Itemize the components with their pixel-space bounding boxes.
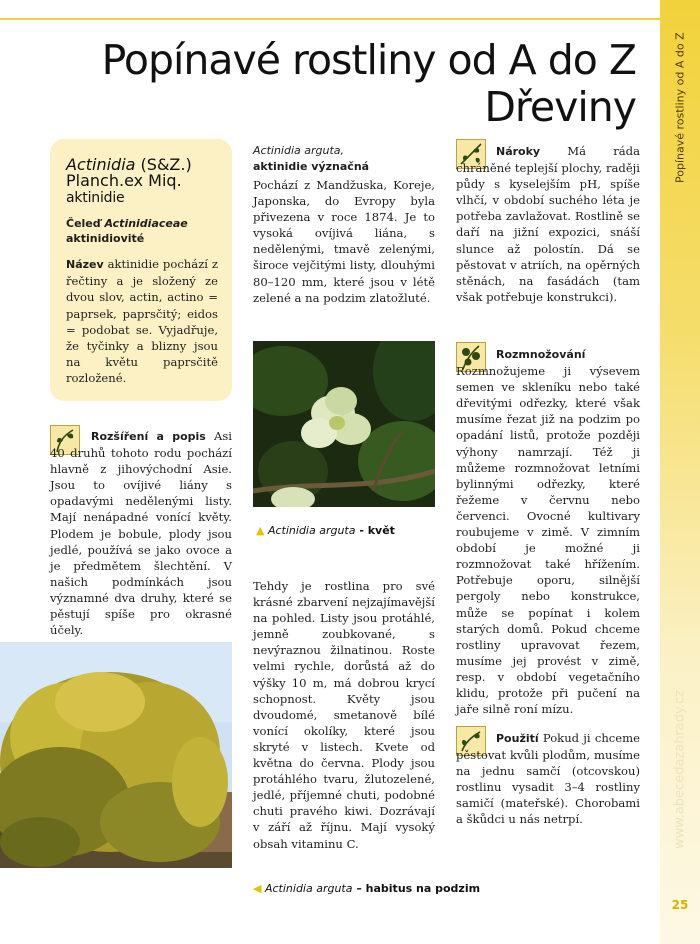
species-czech: aktinidie význačná bbox=[253, 160, 370, 173]
propagation-label: Rozmnožování bbox=[496, 348, 586, 361]
flower-photo bbox=[253, 341, 435, 507]
side-section-title: Popínavé rostliny od A do Z bbox=[673, 32, 687, 183]
requirements-text: Má ráda chráněné teplejší plochy, raději půdy s kyselejším pH, spíše vlhčí, v období suchého léta je potřeba zavlažovat. Rostlině se daří na jižní expozici, snáší slunce až polostín. Dá se pěstovat v atriích, na opěrných stěnách, na fasádách (tam však potřebuje konstrukci). bbox=[456, 144, 640, 304]
page-title-line1: Popínavé rostliny od A do Z bbox=[101, 36, 636, 84]
propagation-paragraph bbox=[456, 346, 640, 717]
usage-text: Pokud ji chceme pěstovat kvůli plodům, musíme na jednu samčí (otcovskou) rostlinu vysadit 3–4 rostliny samičí (mateřské). Chorobami a škůdci u nás netrpí. bbox=[456, 731, 640, 827]
species-paragraph: Pochází z Mandžuska, Koreje, Japonska, do Evropy byla přivezena v roce 1874. Je to vysoká ovíjivá liána, s nedělenými, tmavě zelenými, široce vejčitými listy, dlouhými 80–120 mm, které jsou v létě zelené a na podzim zlatožluté. bbox=[253, 178, 435, 305]
middle-paragraph: Tehdy je rostlina pro své krásné zbarvení nejzajímavější na pohled. Listy jsou protáhlé, jemně zoubkované, s nevýraznou žilnatinou. Roste velmi rychle, dorůstá až do výšky 10 m, má dobrou krycí schopnost. Květy jsou dvoudomé, smetanově bílé vonící okolíky, které jsou skryté v listech. Kvete od května do června. Plody jsou protáhlého tvaru, žlutozelené, jedlé, příjemné chuti, podobné chuti pravého kiwi. Dozrávají v září až říjnu. Mají vysoký obsah vitaminu C. bbox=[253, 579, 435, 851]
caption-triangle-left-icon: ◀ bbox=[253, 882, 262, 895]
species-heading bbox=[253, 143, 435, 175]
page-title-line2: Dřeviny bbox=[484, 83, 636, 131]
species-latin: Actinidia arguta, bbox=[253, 144, 345, 157]
name-paragraph bbox=[66, 256, 218, 387]
family-line bbox=[66, 216, 226, 246]
name-text: aktinidie pochází z řečtiny a je složený ze dvou slov, actin, actino = paprsek, paprsčitý; eidos = podobat se. Vyjadřuje, že tyčinky a blizny jsou na květu paprsčitě rozložené. bbox=[66, 257, 218, 386]
page-title bbox=[102, 37, 636, 131]
genus-common: aktinidie bbox=[66, 190, 125, 206]
top-rule bbox=[0, 18, 660, 20]
habitus-photo bbox=[0, 642, 232, 868]
spread-text: Asi 40 druhů tohoto rodu pochází hlavně z jihovýchodní Asie. Jsou to ovíjivé liány s opadavými nedělenými listy. Mají nenápadné vonící květy. Plodem je bobule, plody jsou jedlé, používá se jako ovoce a je předmětem šlechtění. V našich podmínkách jsou významné dva druhy, které se pěstují spíše pro okrasné účely. bbox=[50, 429, 232, 638]
flower-caption bbox=[256, 524, 395, 537]
family-label: Čeleď bbox=[66, 217, 101, 230]
habitus-caption-latin: Actinidia arguta bbox=[264, 882, 353, 895]
genus-name bbox=[66, 157, 226, 206]
caption-triangle-up-icon: ▲ bbox=[256, 524, 265, 537]
website-watermark: www.abecedazahrady.cz bbox=[672, 690, 688, 850]
genus-author: (S&Z.) Planch.ex Miq. bbox=[66, 155, 192, 190]
family-latin: Actinidiaceae bbox=[104, 217, 188, 230]
name-label: Název bbox=[66, 258, 104, 271]
propagation-text: Rozmnožujeme ji výsevem semen ve skleníku nebo také dřevitými odřezky, které však musíme řezat již na podzim po opadání listů, protože později výhony namrzají. Též ji můžeme rozmnožovat letními bylinnými odřezky, které řežeme v červnu nebo červenci. Ovocné kultivary roubujeme v zimě. V zimním období je možné ji rozmnožovat také hřížením. Potřebuje oporu, silnější pergoly nebo konstrukce, může se popínat i kolem starých domů. Pokud chceme rostliny upravovat řezem, musíme jej provést v zimě, resp. v období vegetačního klidu, protože při pučení na jaře silně roní mízu. bbox=[456, 364, 640, 717]
requirements-label: Nároky bbox=[496, 145, 541, 158]
spread-paragraph bbox=[50, 428, 232, 638]
flower-caption-rest: - květ bbox=[355, 524, 395, 537]
family-czech: aktinidiovité bbox=[66, 232, 145, 245]
habitus-caption-rest: – habitus na podzim bbox=[352, 882, 481, 895]
habitus-caption bbox=[253, 882, 480, 895]
spread-label: Rozšíření a popis bbox=[91, 430, 206, 443]
page-number: 25 bbox=[671, 898, 689, 912]
usage-paragraph bbox=[456, 730, 640, 828]
flower-caption-latin: Actinidia arguta bbox=[267, 524, 356, 537]
requirements-paragraph bbox=[456, 143, 640, 305]
genus-latin: Actinidia bbox=[66, 155, 136, 174]
usage-label: Použití bbox=[496, 732, 539, 745]
